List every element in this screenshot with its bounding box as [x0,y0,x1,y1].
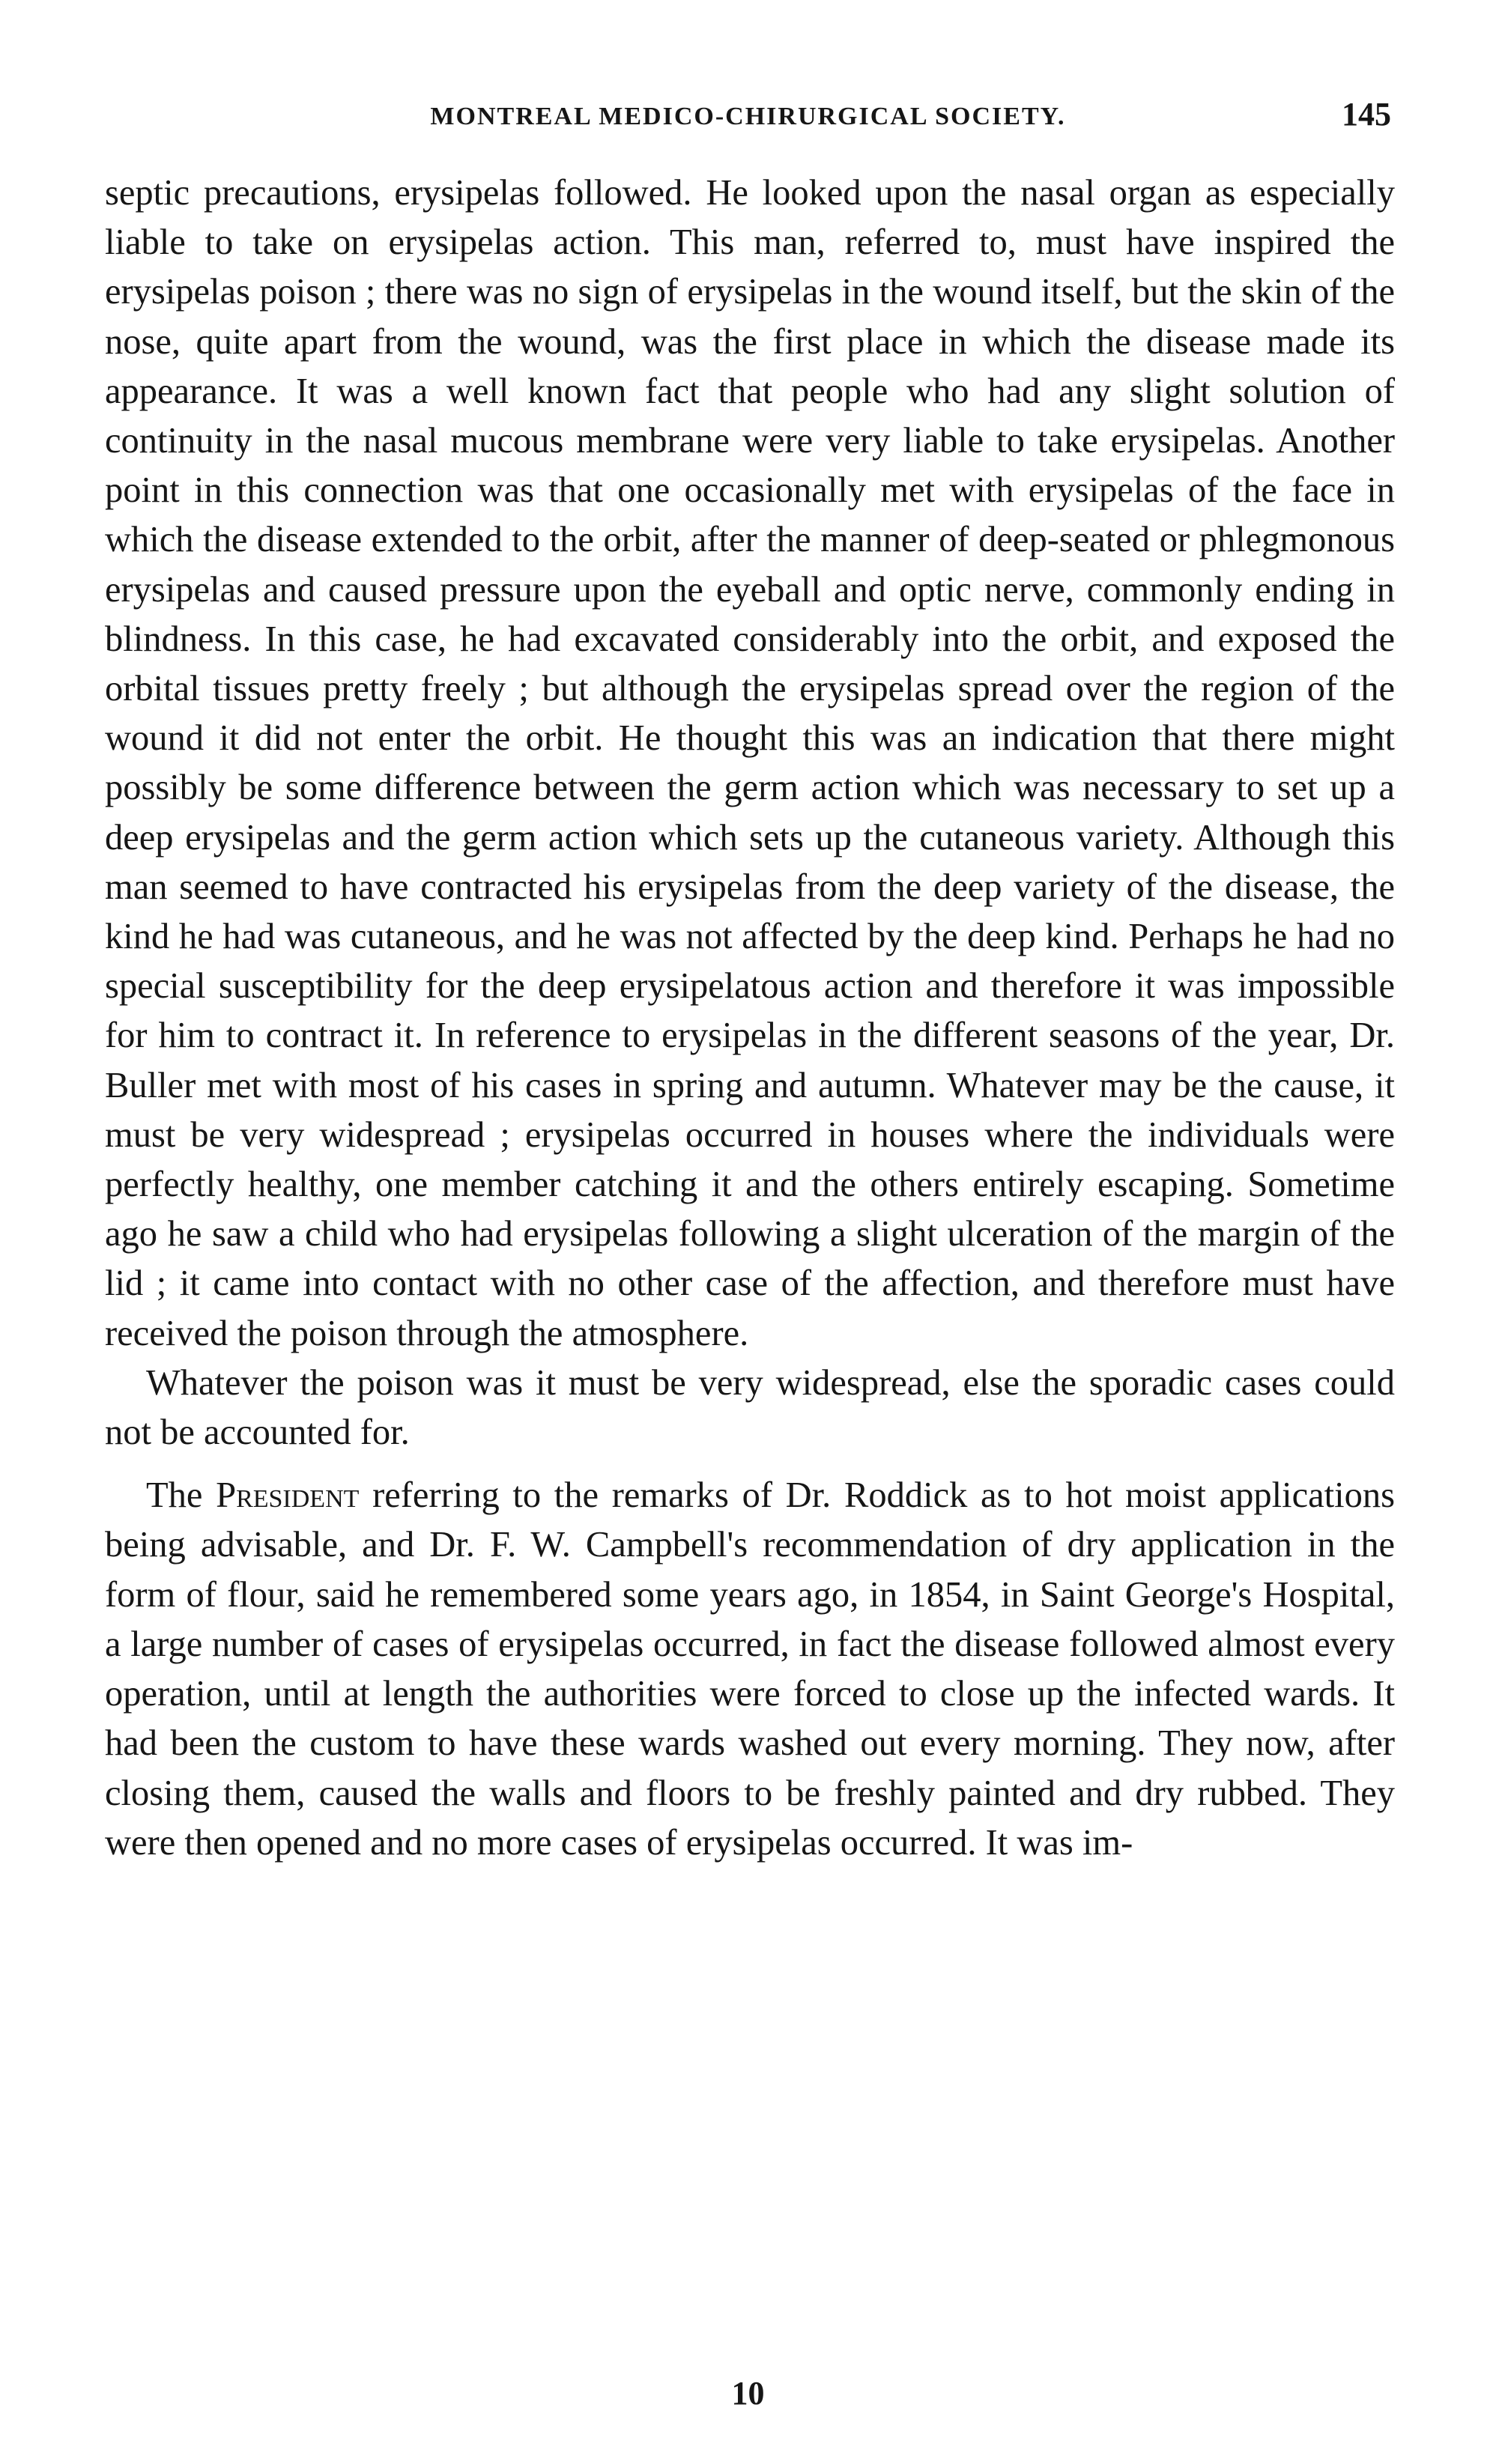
page-number: 145 [1342,96,1391,133]
paragraph-whatever: Whatever the poison was it must be very widespread, else the sporadic cases could not be accounted for. [105,1362,1395,1453]
paragraph-continued: septic precautions, erysipelas followed. He looked upon the nasal organ as especially liable to take on erysipelas action. This man, referred to, must have inspired the erysipelas poison ; there was no sign of erysipelas in the wound itself, but the skin of the nose, quite apart from the wound, was the first place in which the disease made its appearance. It was a well known fact that people who had any slight solution of continuity in the nasal mucous membrane were very liable to take erysipelas. Another point in this connection was that one occasionally met with erysipelas of the face in which the disease extended to the orbit, after the manner of deep-seated or phlegmonous erysipelas and caused pressure upon the eyeball and optic nerve, commonly ending in blindness. In this case, he had excavated considerably into the orbit, and exposed the orbital tissues pretty freely ; but although the erysipelas spread over the region of the wound it did not enter the orbit. He thought this was an indication that there might possibly be some difference between the germ action which was necessary to set up a deep erysipelas and the germ action which sets up the cutaneous variety. Although this man seemed to have contracted his erysipelas from the deep variety of the disease, the kind he had was cutaneous, and he was not affected by the deep kind. Perhaps he had no special susceptibility for the deep erysipelatous action and therefore it was impossible for him to contract it. In reference to erysipelas in the different seasons of the year, Dr. Buller met with most of his cases in spring and autumn. Whatever may be the cause, it must be very widespread ; erysipelas occurred in houses where the individuals were perfectly healthy, one member catching it and the others entirely escaping. Sometime ago he saw a child who had erysipelas following a slight ulceration of the margin of the lid ; it came into contact with no other case of the affection, and therefore must have received the poison through the atmosphere. [105,173,1395,1353]
page-header [105,94,1391,139]
running-head: MONTREAL MEDICO-CHIRURGICAL SOCIETY. [430,103,1066,130]
paragraph-president-text: referring to the remarks of Dr. Roddick as to hot moist applications being advisable, and Dr. F. W. Campbell's recommendation of dry application in the form of flour, said he remembered some years ago, in 1854, in Saint George's Hospital, a large number of cases of erysipelas occurred, in fact the disease followed almost every operation, until at length the authorities were forced to close up the infected wards. It had been the custom to have these wards washed out every morning. They now, after closing them, caused the walls and floors to be freshly painted and dry rubbed. They were then opened and no more cases of erysipelas occurred. It was im- [105,1475,1395,1863]
body-text [105,169,1395,1868]
signature-mark: 10 [731,2375,765,2412]
paragraph-president [105,1471,1395,1868]
paragraph-president-lead: The [146,1475,216,1516]
speaker-name: President [216,1475,360,1516]
